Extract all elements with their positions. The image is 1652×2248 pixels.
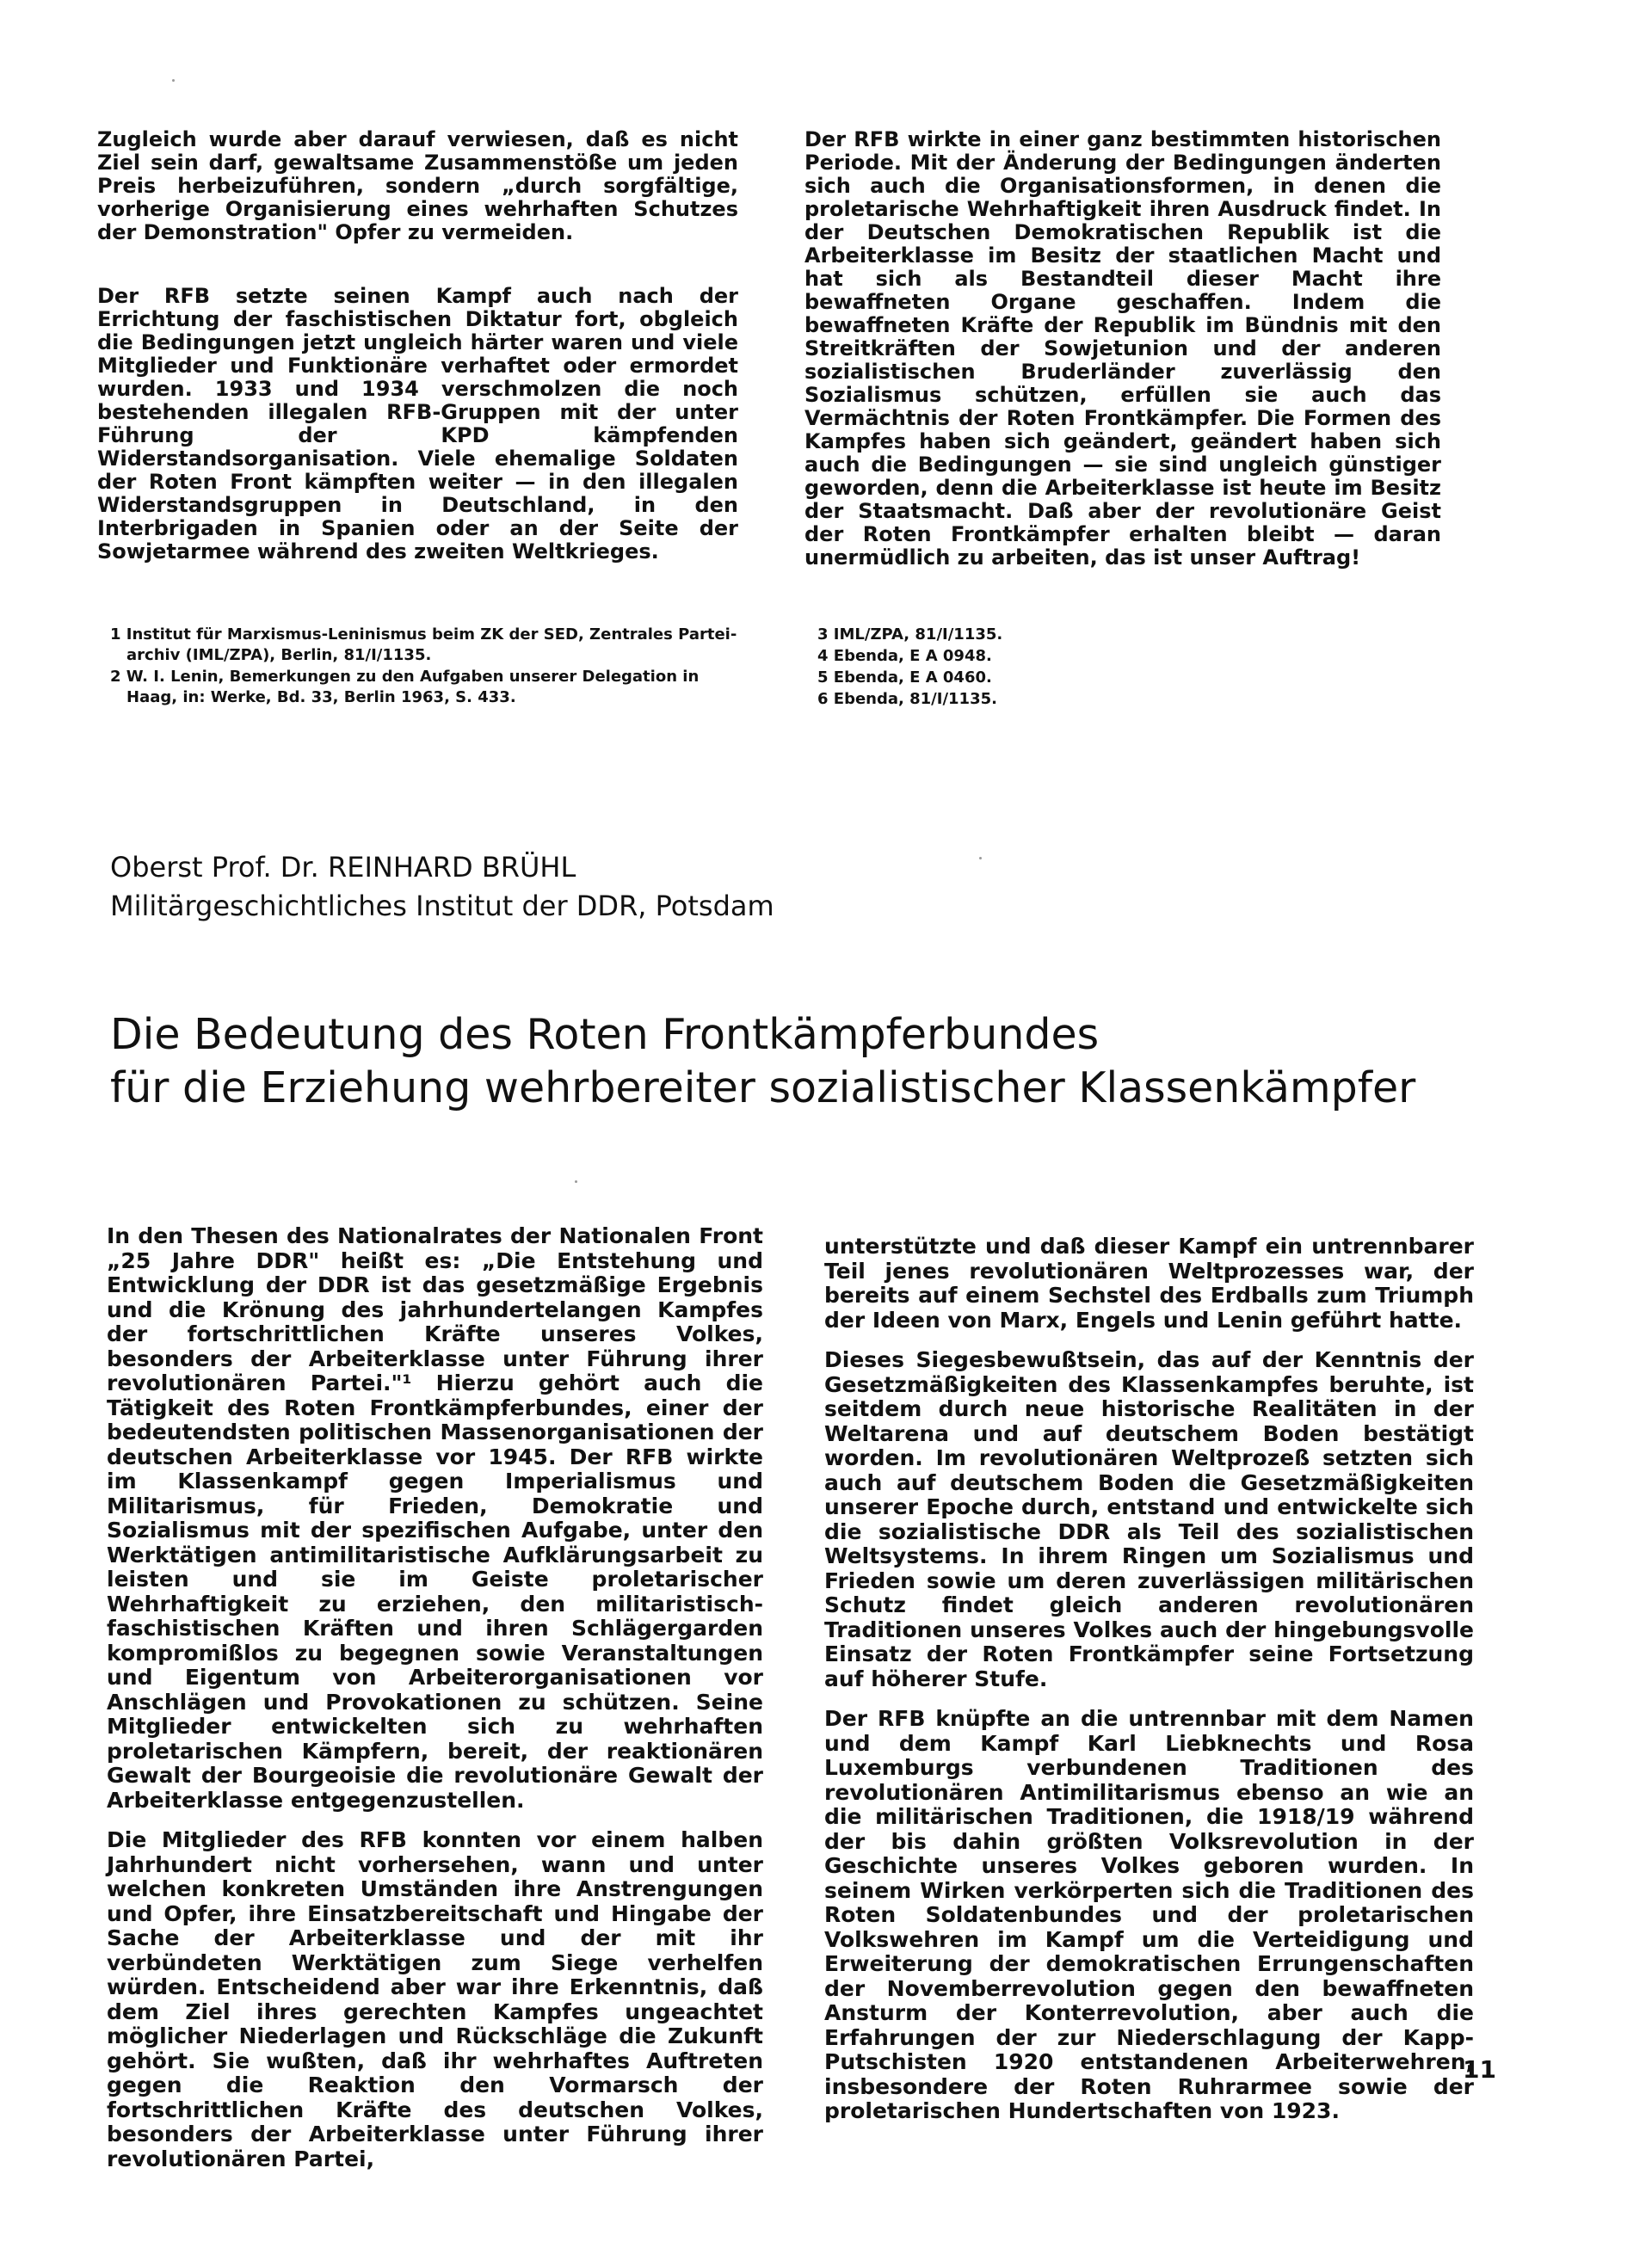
paragraph: Die Mitglieder des RFB konnten vor einem halben Jahrhundert nicht vorhersehen, wann und unter welchen konkreten Umständen ihre Anstrengungen und Opfer, ihre Einsatzbereitschaft und Hingabe der Sache der Arbeiterklasse und der mit ihr verbündeten Werktätigen zum Siege verhelfen würden. Entscheidend aber war ihre Erkenntnis, daß dem Ziel ihres gerechten Kampfes ungeachtet möglicher Niederlagen und Rückschläge die Zukunft gehört. Sie wußten, daß ihr wehrhaftes Auftreten gegen die Reaktion den Vormarsch der fortschrittlichen Kräfte des deutschen Volkes, besonders der Arbeiterklasse unter Führung ihrer revolutionären Partei, <box>107 1827 763 2171</box>
body-right-column <box>824 1235 1474 2124</box>
paragraph: Der RFB wirkte in einer ganz bestimmten historischen Periode. Mit der Änderung der Bedingungen änderten sich auch die Organisationsformen, in denen die proletarische Wehrhaftigkeit ihren Ausdruck findet. In der Deutschen Demokratischen Republik ist die Arbeiterklasse im Besitz der staatlichen Macht und hat sich als Bestandteil dieser Macht ihre bewaffneten Organe geschaffen. Indem die bewaffneten Kräfte der Republik im Bündnis mit den Streitkräften der Sowjetunion und der anderen sozialistischen Bruderländer zuverlässig den Sozialismus schützen, erfüllen sie auch das Vermächtnis der Roten Frontkämpfer. Die Formen des Kampfes haben sich geändert, geändert haben sich auch die Bedingungen — sie sind ungleich günstiger geworden, denn die Arbeiterklasse ist heute im Besitz der Staatsmacht. Daß aber der revolutionäre Geist der Roten Frontkämpfer erhalten bleibt — daran unermüdlich zu arbeiten, das ist unser Auftrag! <box>804 127 1441 570</box>
footnote: 4 Ebenda, E A 0948. <box>817 647 992 665</box>
author-block <box>110 848 774 926</box>
footnote: 6 Ebenda, 81/I/1135. <box>817 690 997 708</box>
footnote: 5 Ebenda, E A 0460. <box>817 668 992 687</box>
author-name: REINHARD BRÜHL <box>327 851 576 884</box>
footnote-line: 2 W. I. Lenin, Bemerkungen zu den Aufgaben unserer Delegation in <box>110 668 700 686</box>
scan-speck <box>979 857 982 859</box>
footnote-line: Haag, in: Werke, Bd. 33, Berlin 1963, S. 433. <box>126 688 516 706</box>
scan-speck <box>575 1180 577 1183</box>
article-title <box>110 1008 1416 1115</box>
paragraph: Zugleich wurde aber darauf verwiesen, daß es nicht Ziel sein darf, gewaltsame Zusammenstöße um jeden Preis herbeizuführen, sondern „durch sorgfältige, vorherige Organisierung eines wehrhaften Schutzes der Demonstration" Opfer zu vermeiden. <box>97 127 738 244</box>
body-left-column <box>107 1224 763 2171</box>
footnotes-right <box>817 625 1248 711</box>
author-institution: Militärgeschichtliches Institut der DDR, Potsdam <box>110 890 774 922</box>
paragraph: Der RFB setzte seinen Kampf auch nach der Errichtung der faschistischen Diktatur fort, obgleich die Bedingungen jetzt ungleich härter waren und viele Mitglieder und Funktionäre verhaftet oder ermordet wurden. 1933 und 1934 verschmolzen die noch bestehenden illegalen RFB-Gruppen mit der unter Führung der KPD kämpfenden Widerstandsorganisation. Viele ehemalige Soldaten der Roten Front kämpften weiter — in den illegalen Widerstandsgruppen in Deutschland, in den Interbrigaden in Spanien oder an der Seite der Sowjetarmee während des zweiten Weltkrieges. <box>97 284 738 564</box>
footnote-line: 1 Institut für Marxismus-Leninismus beim ZK der SED, Zentrales Partei- <box>110 625 737 644</box>
paragraph: Der RFB knüpfte an die untrennbar mit dem Namen und dem Kampf Karl Liebknechts und Rosa Luxemburgs verbundenen Traditionen des revolutionären Antimilitarismus ebenso an wie an die militärischen Traditionen, die 1918/19 während der bis dahin größten Volksrevolution in der Geschichte unseres Volkes geboren wurden. In seinem Wirken verkörperten sich die Traditionen des Roten Soldatenbundes und der proletarischen Volkswehren im Kampf um die Verteidigung und Erweiterung der demokratischen Errungenschaften der Novemberrevolution gegen den bewaffneten Ansturm der Konterrevolution, aber auch die Erfahrungen der zur Niederschlagung der Kapp-Putschisten 1920 entstandenen Arbeiterwehren, insbesondere der Roten Ruhrarmee sowie der proletarischen Hundertschaften von 1923. <box>824 1706 1474 2123</box>
footnote: 3 IML/ZPA, 81/I/1135. <box>817 625 1003 644</box>
footnote <box>110 625 743 666</box>
paragraph: Dieses Siegesbewußtsein, das auf der Kenntnis der Gesetzmäßigkeiten des Klassenkampfes beruhte, ist seitdem durch neue historische Realitäten in der Weltarena und auf deutschem Boden bestätigt worden. Im revolutionären Weltprozeß setzten sich auch auf deutschem Boden die Gesetzmäßigkeiten unserer Epoche durch, entstand und entwickelte sich die sozialistische DDR als Teil des sozialistischen Weltsystems. In ihrem Ringen um Sozialismus und Frieden sowie um deren zuverlässigen militärischen Schutz findet gleich anderen revolutionären Traditionen unseres Volkes auch der hingebungsvolle Einsatz der Roten Frontkämpfer seine Fortsetzung auf höherer Stufe. <box>824 1347 1474 1691</box>
paragraph: In den Thesen des Nationalrates der Nationalen Front „25 Jahre DDR" heißt es: „Die Entstehung und Entwicklung der DDR ist das gesetzmäßige Ergebnis und die Krönung des jahrhundertelangen Kampfes der fortschrittlichen Kräfte unseres Volkes, besonders der Arbeiterklasse unter Führung ihrer revolutionären Partei."¹ Hierzu gehört auch die Tätigkeit des Roten Frontkämpferbundes, einer der bedeutendsten politischen Massenorganisationen der deutschen Arbeiterklasse vor 1945. Der RFB wirkte im Klassenkampf gegen Imperialismus und Militarismus, für Frieden, Demokratie und Sozialismus mit der spezifischen Aufgabe, unter den Werktätigen antimilitaristische Aufklärungsarbeit zu leisten und sie im Geiste proletarischer Wehrhaftigkeit zu erziehen, den militaristisch-faschistischen Kräften und ihren Schlägergarden kompromißlos zu begegnen sowie Veranstaltungen und Eigentum von Arbeiterorganisationen vor Anschlägen und Provokationen zu schützen. Seine Mitglieder entwickelten sich zu wehrhaften proletarischen Kämpfern, bereit, der reaktionären Gewalt der Bourgeoisie die revolutionäre Gewalt der Arbeiterklasse entgegenzustellen. <box>107 1223 763 1813</box>
footnote-line: archiv (IML/ZPA), Berlin, 81/I/1135. <box>126 646 432 664</box>
scan-speck <box>172 79 175 82</box>
title-line-1: Die Bedeutung des Roten Frontkämpferbundes <box>110 1010 1100 1059</box>
top-left-column <box>97 128 738 564</box>
author-line <box>110 848 774 887</box>
author-title: Oberst Prof. Dr. <box>110 851 328 884</box>
page-number: 11 <box>1463 2055 1496 2084</box>
paragraph: unterstützte und daß dieser Kampf ein untrennbarer Teil jenes revolutionären Weltprozesses war, der bereits auf einem Sechstel des Erdballs zum Triumph der Ideen von Marx, Engels und Lenin geführt hatte. <box>824 1234 1474 1333</box>
footnotes-left <box>110 625 743 709</box>
title-line-2: für die Erziehung wehrbereiter sozialistischer Klassenkämpfer <box>110 1063 1416 1112</box>
footnote <box>110 667 743 708</box>
top-right-column <box>804 128 1441 570</box>
